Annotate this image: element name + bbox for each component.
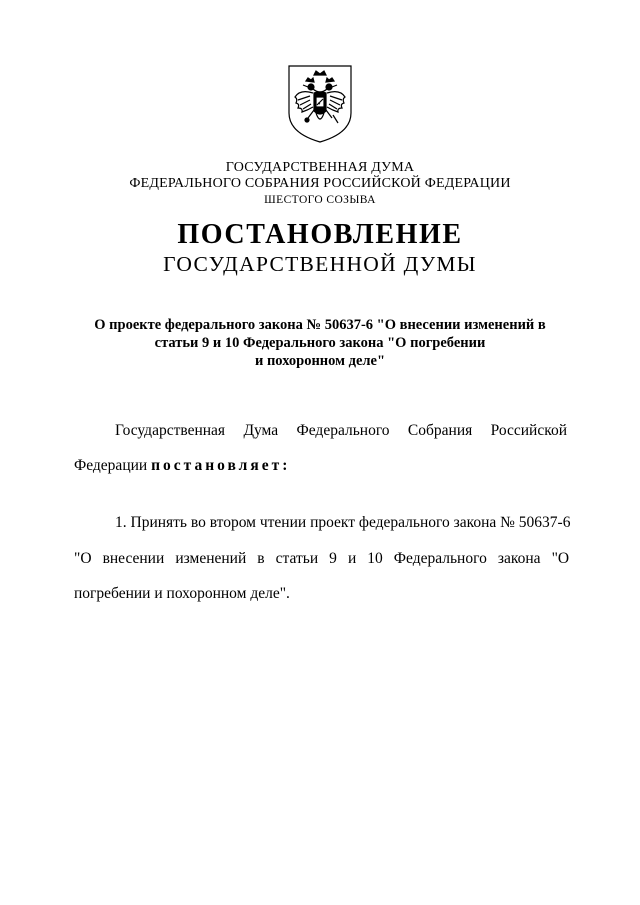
org-name-line2: ФЕДЕРАЛЬНОГО СОБРАНИЯ РОССИЙСКОЙ ФЕДЕРАЦИИ bbox=[129, 176, 511, 191]
subject-line2: статьи 9 и 10 Федерального закона "О погребении bbox=[154, 335, 486, 351]
preamble-verb: постановляет: bbox=[151, 457, 291, 474]
clause-word: 9 bbox=[329, 550, 337, 567]
subject-line1: О проекте федерального закона № 50637-6 "О внесении изменений в bbox=[94, 317, 546, 333]
preamble-word: Федерального bbox=[296, 422, 390, 439]
preamble-word: Российской bbox=[490, 422, 568, 439]
preamble-word: Государственная bbox=[115, 422, 226, 439]
clause-word: изменений bbox=[175, 550, 247, 567]
clause1-line1: 1. Принять во втором чтении проект федерального закона № 50637-6 bbox=[115, 514, 571, 531]
clause-word: в bbox=[257, 550, 265, 567]
clause-word: статьи bbox=[275, 550, 319, 567]
subject-line3: и похоронном деле" bbox=[254, 353, 386, 369]
clause-word: 10 bbox=[367, 550, 383, 567]
clause-word: закона bbox=[497, 550, 541, 567]
clause-word: внесении bbox=[102, 550, 165, 567]
org-name-line1: ГОСУДАРСТВЕННАЯ ДУМА bbox=[225, 160, 415, 175]
clause-word: "О bbox=[551, 550, 570, 567]
document-issuer-title: ГОСУДАРСТВЕННОЙ ДУМЫ bbox=[163, 252, 477, 276]
preamble-word: Собрания bbox=[407, 422, 473, 439]
preamble-line2 bbox=[74, 457, 569, 475]
clause-word: и bbox=[347, 550, 357, 567]
convocation: ШЕСТОГО СОЗЫВА bbox=[264, 194, 376, 206]
preamble-federation: Федерации bbox=[74, 457, 148, 474]
preamble-line1 bbox=[115, 422, 567, 440]
document-type-title: ПОСТАНОВЛЕНИЕ bbox=[177, 219, 463, 250]
preamble-word: Дума bbox=[243, 422, 279, 439]
clause1-line2 bbox=[74, 550, 569, 568]
clause-word: "О bbox=[74, 550, 92, 567]
clause-word: Федерального bbox=[393, 550, 487, 567]
russian-coat-of-arms-icon bbox=[286, 63, 354, 145]
clause1-line3: погребении и похоронном деле". bbox=[74, 585, 290, 602]
